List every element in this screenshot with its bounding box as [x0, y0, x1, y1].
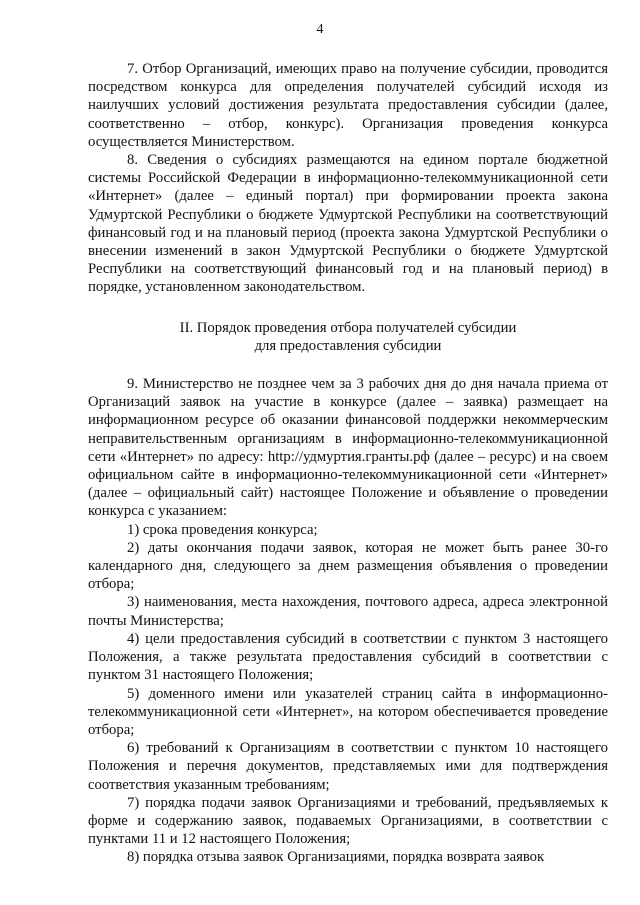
page-number: 4	[316, 22, 324, 37]
list-item-4: 4) цели предоставления субсидий в соответствии с пунктом 3 настоящего Положения, а также результата предоставления субсидий в соответствии с пунктом 31 настоящего Положения;	[88, 630, 608, 684]
list-item-5: 5) доменного имени или указателей страниц сайта в информационно-телекоммуникационной сети «Интернет», на котором обеспечивается проведение отбора;	[88, 685, 608, 738]
section-heading-line-2: для предоставления субсидии	[254, 337, 442, 354]
list-item-8: 8) порядка отзыва заявок Организациями, порядка возврата заявок	[127, 849, 545, 866]
paragraph-8: 8. Сведения о субсидиях размещаются на едином портале бюджетной системы Российской Федерации в информационно-телекоммуникационной сети «Интернет» (далее – единый портал) при формировании проекта закона Удмуртской Республики о бюджете Удмуртской Республики на соответствующий финансовый год и на плановый период (проекта закона Удмуртской Республики о внесении изменений в закон Удмуртской Республики о бюджете Удмуртской Республики на соответствующий финансовый год и на плановый период) в порядке, установленном законодательством.	[88, 152, 608, 296]
list-item-1: 1) срока проведения конкурса;	[127, 521, 318, 538]
list-item-6: 6) требований к Организациям в соответствии с пунктом 10 настоящего Положения и перечня документов, представляемых ими для подтверждения соответствия указанным требованиям;	[88, 740, 608, 793]
paragraph-9: 9. Министерство не позднее чем за 3 рабочих дня до дня начала приема от Организаций заявок на участие в конкурсе (далее – заявка) размещает на информационном ресурсе об оказании финансовой поддержки некоммерческим неправительственным организациям в информационно-телекоммуникационной сети «Интернет» по адресу: http://удмуртия.гранты.рф (далее – ресурс) и на своем официальном сайте в информационно-телекоммуникационной сети «Интернет» (далее – официальный сайт) настоящее Положение и объявление о проведении конкурса с указанием:	[88, 376, 608, 520]
list-item-7: 7) порядка подачи заявок Организациями и требований, предъявляемых к форме и содержанию заявок, подаваемых Организациями, в соответствии с пунктами 11 и 12 настоящего Положения;	[88, 794, 608, 848]
section-heading	[88, 319, 608, 355]
document-body	[88, 60, 608, 867]
list-item-3: 3) наименования, места нахождения, почтового адреса, адреса электронной почты Министерства;	[88, 594, 608, 629]
section-heading-line-1: II. Порядок проведения отбора получателей субсидии	[179, 319, 517, 336]
paragraph-7: 7. Отбор Организаций, имеющих право на получение субсидии, проводится посредством конкурса для определения получателей субсидий исходя из наилучших условий достижения результата предоставления субсидии (далее, соответственно – отбор, конкурс). Организация проведения конкурса осуществляется Министерством.	[88, 61, 608, 150]
list-item-2: 2) даты окончания подачи заявок, которая не может быть ранее 30-го календарного дня, следующего за днем размещения объявления о проведении отбора;	[88, 539, 608, 593]
